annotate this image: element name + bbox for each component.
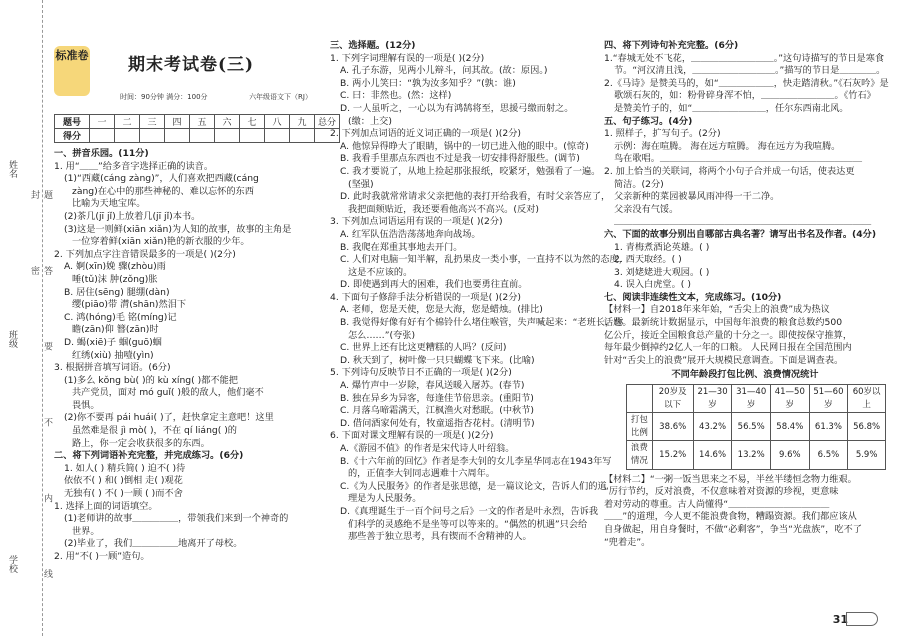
table-cell: 5.9% [848,441,886,469]
question-line: C. 人们对电脑一知半解，乱扔果皮一类小事，一直持不以为然的态度， [340,254,628,266]
question-line: B.《十六年前的回忆》作者是李大钊的女儿李星华同志在1943年写 [340,455,612,467]
question-line: C. 我才要说了，从地上捡起那张报纸，咬紧牙，勉强看了一遍。 [340,165,601,177]
score-cell: 题号 [55,115,90,129]
column-middle [330,40,628,544]
question-line: 一位穿着鲜(xiān xiǎn)艳的新衣服的少年。 [72,236,250,248]
table-cell: 61.3% [809,413,848,441]
section-heading: 一、拼音乐园。(11分) [54,148,149,159]
score-cell: 得分 [55,129,90,143]
question-line: 5. 下列诗句反映节日不正确的一项是( )(2分) [330,367,512,379]
question-line: A. 他惊异得睁大了眼睛，锅中的一切已进入他的眼中。(惊奇) [340,140,589,152]
question-line: 共产党员，面对 mó guǐ( )般的敌人，他们毫不 [72,387,264,399]
question-line: 2. 下列加点字注音错误最多的一项是( )(2分) [54,248,236,260]
cut-line-text: 题 答 要 不 内 线 封 密 [29,190,52,611]
question-line: D.《真理诞生于一百个问号之后》一文的作者是叶永烈，告诉我 [340,505,599,517]
score-cell[interactable] [290,129,315,143]
score-table [54,114,340,143]
question-line: 是赞美竹子的，如“＿＿＿＿＿＿＿＿，任尔东西南北风。 [614,102,849,114]
question-line: (2)毕业了，我们＿＿＿＿＿地离开了母校。 [64,538,243,550]
question-line: 1. 如人( ) 精兵简( ) 迫不( )待 [64,462,186,474]
table-cell: 14.6% [693,441,732,469]
table-row [627,413,886,441]
question-line: C. 曰：非然也。(然：这样) [340,90,452,102]
column-left [54,148,316,564]
question-line: 4. 误入白虎堂。( ) [614,279,691,291]
question-line: C. 鸿(hóng)毛 铭(míng)记 [64,311,177,323]
question-line: 4. 下面句子修辞手法分析错误的一项是( )(2分) [330,291,521,303]
material-line: 【材料一】自2018年来年始，“舌尖上的浪费”成为热议 [604,304,830,316]
question-line: 比喻为天地宝库。 [72,198,146,210]
table-caption: 不同年龄段打包比例、浪费情况统计 [671,369,819,381]
question-line: 1. 照样子，扩写句子。(2分) [604,128,721,140]
table-header-cell: 31—40岁 [732,385,771,413]
class-label: 班级 [7,330,17,348]
section-heading: 二、将下列词语补充完整，并完成练习。(6分) [54,450,244,462]
score-cell: 一 [90,115,115,129]
score-cell: 三 [140,115,165,129]
question-line: D. 此时我就常常请求父亲把他的表打开给我看，有时父亲答应了， [340,191,611,203]
score-cell: 五 [190,115,215,129]
question-line: B. 独在异乡为异客，每逢佳节倍思亲。(重阳节) [340,392,534,404]
name-label: 姓名 [7,160,17,178]
question-line: 瞻(zān)仰 簪(zān)时 [72,324,159,336]
table-cell: 56.5% [732,413,771,441]
column-right [604,40,889,549]
question-line: C.《为人民服务》的作者是张思德，是一篇议论文，告诉人们的道 [340,480,607,492]
table-header-cell [627,385,653,413]
material-line: 针对“舌尖上的浪费”展开大规模民意调查。下面是调查表。 [604,354,844,366]
question-line: B. 我看手里那点东西也不过是我一切安排得舒服些。(调节) [340,153,580,165]
material-line: “兜着走”。 [604,536,651,548]
score-cell: 六 [215,115,240,129]
question-line: 的，正值李大钊同志遇难十六周年。 [348,468,495,480]
question-line: A. 爆竹声中一岁除，春风送暖入屠苏。(春节) [340,380,525,392]
question-line: (1)多么 kǒng bù( )的 kù xíng( )都不能把 [64,374,238,386]
material-line: 【材料二】“一粥一饭当思来之不易，半丝半缕恒念物力维艰。 [604,473,857,485]
question-line: A. 红军队伍浩浩荡荡地奔向战场。 [340,228,481,240]
page-number: 31 [832,613,848,626]
question-line: 虽然难是很 jì mò( )，不在 qí liáng( )的 [72,425,237,437]
question-line: 畏惧。 [72,399,100,411]
page-title: 期末考试卷(三) [128,55,255,75]
section-heading: 六、下面的故事分别出自哪部古典名著？请写出书名及作者。(4分) [604,228,877,240]
material-line: 话题。最新统计数据显示，中国每年浪费的粮食总数约500 [604,317,843,329]
question-line: (1)“西藏(cáng zàng)”，人们喜欢把西藏(cáng [64,173,259,185]
table-cell: 58.4% [770,413,809,441]
question-line: 3. 下列加点词语运用有误的一项是( )(2分) [330,216,503,228]
question-line: (坚强) [348,178,374,190]
table-header-cell: 21—30岁 [693,385,732,413]
binding-margin [0,0,52,636]
table-header-cell: 41—50岁 [770,385,809,413]
material-line: ＿＿”的道理，今人更不能浪费食物，糟蹋资源。我们都应该从 [604,511,857,523]
question-line: 这是不应该的。 [348,266,413,278]
question-line: (2)你不要再 pái huái( )了，赶快拿定主意吧！这里 [64,412,274,424]
question-line: ＿＿＿＿＿＿＿＿＿＿＿＿＿＿＿＿＿＿＿＿＿＿＿＿＿＿＿＿ [614,216,872,228]
question-line: 世界。 [72,525,100,537]
question-line: 歌颂石灰的，如：粉骨碎身浑不怕，＿＿＿＿＿＿＿＿。《竹石》 [614,90,876,102]
question-line: 们科学的灵感绝不是坐等可以等来的。“偶然的机遇”只会给 [348,518,588,530]
score-cell[interactable] [140,129,165,143]
question-line: 缨(piāo)带 潸(shān)然泪下 [72,299,187,311]
material-two [604,474,886,550]
question-line: 1. 下列字词理解有误的一项是( )(2分) [330,52,485,64]
question-line: D. 一人虽听之，一心以为有鸿鹄将至，思援弓缴而射之。 [340,102,574,114]
question-line: 1.“春城无处不飞花，＿＿＿＿＿＿＿＿＿。”这句诗描写的节日是寒食 [604,52,885,64]
score-cell[interactable] [265,129,290,143]
section-heading: 五、句子练习。(4分) [604,115,693,127]
question-line: 2. 加上恰当的关联词，将两个小句子合并成一句话，使表达更 [604,165,855,177]
material-line: “厉行节约，反对浪费，不仅意味着对资源的珍视，更意味 [604,486,839,498]
question-line: 2.《马诗》是赞美马的，如“＿＿＿＿＿＿，快走踏清秋。”《石灰吟》是 [604,77,889,89]
section-heading: 四、将下列诗句补充完整。(6分) [604,40,739,51]
question-line: D. 借问酒家何处有，牧童遥指杏花村。(清明节) [340,417,535,429]
exam-header [54,40,316,110]
table-cell: 打包比例 [627,413,653,441]
section-heading: 三、选择题。(12分) [330,40,416,51]
score-cell: 七 [240,115,265,129]
question-line: B. 我爬在郑重其事地去开门。 [340,241,463,253]
question-line: 1. 青梅煮酒论英雄。( ) [614,241,710,253]
table-cell: 43.2% [693,413,732,441]
standard-badge: 标准卷 [54,46,90,96]
question-line: B. 居住(sēng) 腿绷(dàn) [64,286,170,298]
score-cell: 九 [290,115,315,129]
table-cell: 浪费情况 [627,441,653,469]
table-header-cell: 60岁以上 [848,385,886,413]
question-line: 2. 下列加点词语的近义词正确的一项是( )(2分) [330,128,521,140]
question-line: D. 秋天到了，树叶像一只只蝴蝶飞下来。(比喻) [340,354,535,366]
question-line: zàng)在心中的那些神秘的、难以忘怀的东西 [72,185,254,197]
material-line: 自身做起，用自身餐时，不做“必剩客”，争当“光盘族”，吃不了 [604,523,862,535]
question-line: 节。“河汉清且浅，＿＿＿＿＿＿＿＿＿。”描写的节日是＿＿＿＿。 [614,65,886,77]
question-line: D. 蝎(xiē)子 蝈(guō)蝈 [64,336,162,348]
question-line: 3. 刘姥姥进大观园。( ) [614,266,710,278]
table-row [627,441,886,469]
question-line: 怎么……”(夸张) [348,329,416,341]
question-line: (缴：上交) [348,115,392,127]
question-line: 理是为人民服务。 [348,493,422,505]
question-line: 无独有( ) 不( )一顾 ( )而不舍 [64,488,183,500]
material-line: 亿公斤，接近全国粮食总产量的十分之一。即使按保守推算， [604,329,853,341]
material-line: 着对劳动的尊重。古人尚懂得“＿＿＿＿＿＿＿＿＿＿＿ [604,498,830,510]
question-line: A.《游园不值》的作者是宋代诗人叶绍翁。 [340,443,515,454]
exam-meta: 时间：90分钟 满分：100分 [120,93,208,101]
table-cell: 15.2% [652,441,693,469]
question-line: (2)茶几(jī jǐ)上放着几(jī jǐ)本书。 [64,210,201,222]
question-line: C. 世界上还有比这更糟糕的人吗？(反问) [340,342,507,354]
question-line: 路上，你一定会收获很多的东西。 [72,437,210,449]
table-header-cell: 20岁及以下 [652,385,693,413]
score-cell[interactable] [240,129,265,143]
question-line: A. 老师，您是天使，您是大海，您是蜡烛。(排比) [340,304,543,316]
question-line: 示例：海在喧腾。 海在远方喧腾。 海在远方为我喧腾。 [614,140,841,152]
score-cell[interactable] [115,129,140,143]
question-line: B. 我觉得好像有好有个棉铃什么堵住喉管，失声喊起来：“老班长，你 [340,317,624,329]
question-line: 2. 用“不( )一顾”造句。 [54,551,150,562]
question-line: 1. 用“＿＿”给多音字选择正确的读音。 [54,160,214,172]
page-arrow-icon [846,612,878,626]
question-line: 6. 下面对课文理解有误的一项是( )(2分) [330,430,494,442]
question-line: 红绣(xiù) 抽噎(yìn) [72,349,154,361]
question-line: 父亲没有气馁。 [614,203,679,215]
question-line: 鸟在歌唱。＿＿＿＿＿＿＿＿＿＿＿＿＿＿＿＿＿＿＿＿＿＿ [614,153,863,165]
question-line: 2. 西天取经。( ) [614,254,682,266]
section-heading: 七、阅读非连续性文本，完成练习。(10分) [604,291,782,303]
waste-table [626,384,886,470]
table-cell: 9.6% [770,441,809,469]
score-cell: 二 [115,115,140,129]
table-cell: 13.2% [732,441,771,469]
score-cell: 总分 [315,115,340,129]
question-line: 简洁。(2分) [614,178,664,190]
score-cell[interactable] [215,129,240,143]
question-line: 3. 根据拼音填写词语。(6分) [54,362,171,374]
table-cell: 38.6% [652,413,693,441]
question-line: 我把面颊贴近，我还要看他高兴不高兴。(反对) [348,203,539,215]
score-cell[interactable] [190,129,215,143]
question-line: D. 即使遇到再大的困难，我们也要勇往直前。 [340,279,528,291]
score-cell: 八 [265,115,290,129]
question-line: 那些善于独立思考，具有锲而不舍精神的人。 [348,531,532,543]
question-line: (1)老师讲的故事＿＿＿＿＿，带领我们来到一个神奇的 [64,513,289,525]
material-line: 每年最少倒掉约2亿人一年的口粮。 人民网日报在全国范围内 [604,342,852,354]
grade-label: 六年级语文下（RJ） [249,93,312,101]
score-cell[interactable] [90,129,115,143]
table-cell: 6.5% [809,441,848,469]
question-line: 依依不( ) 和( )倒相 走( )观花 [64,475,183,487]
school-label: 学校 [7,555,17,573]
material-one [604,304,886,367]
score-cell[interactable] [165,129,190,143]
question-line: C. 月落乌啼霜满天，江枫渔火对愁眠。(中秋节) [340,405,534,417]
question-line: A. 婀(xīn)娩 骤(zhòu)雨 [64,261,166,273]
question-line: A. 孔子东游，见两小儿辩斗，问其故。(故：原因。) [340,65,548,77]
question-line: 父亲新种的菜园被暴风雨冲得一干二净。 [614,191,780,203]
table-header-cell: 51—60岁 [809,385,848,413]
question-line: 1. 选择上面的词语填空。 [54,500,158,512]
table-cell: 56.8% [848,413,886,441]
question-line: (3)这是一则鲜(xiān xiǎn)为人知的故事，故事的主角是 [64,223,292,235]
question-line: B. 两小儿笑曰：“孰为汝多知乎？”(孰：谁) [340,77,516,89]
question-line: 唾(tǔ)沫 肿(zǒng)胀 [72,273,158,285]
score-cell: 四 [165,115,190,129]
